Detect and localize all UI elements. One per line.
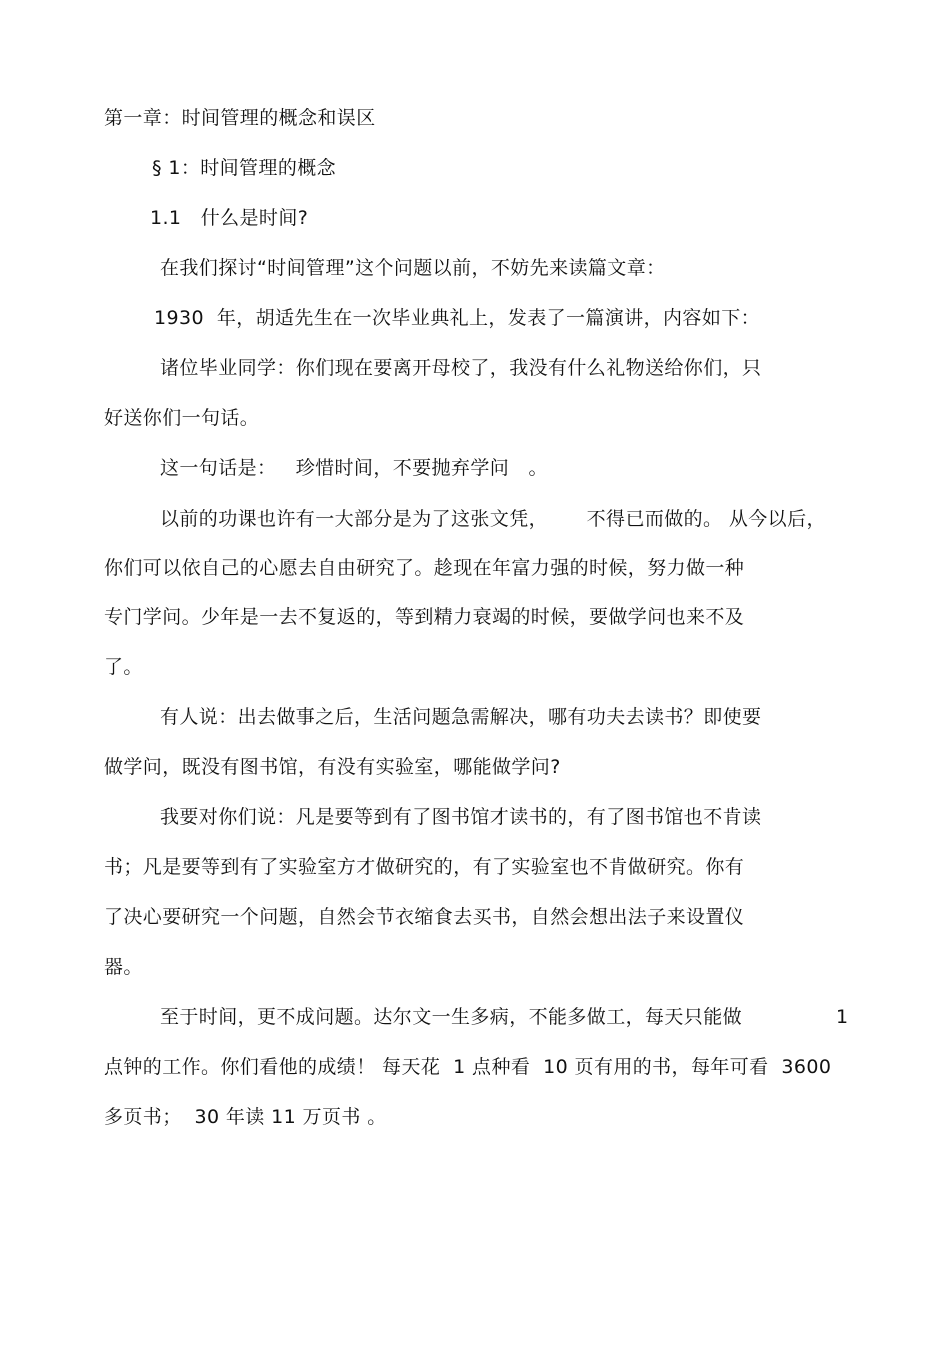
paragraph-1930: 1930 年，胡适先生在一次毕业典礼上，发表了一篇演讲，内容如下： [154, 307, 761, 329]
paragraph-speech-5-line-4: 器。 [104, 956, 143, 978]
paragraph-speech-6-line-2: 点钟的工作。你们看他的成绩！ 每天花 1 点种看 10 页有用的书，每年可看 3600 [104, 1056, 832, 1078]
paragraph-speech-6-line-3: 多页书； 30 年读 11 万页书 。 [104, 1106, 387, 1128]
paragraph-speech-5-line-3: 了决心要研究一个问题，自然会节衣缩食去买书，自然会想出法子来设置仪 [104, 906, 745, 928]
paragraph-speech-4-line-2: 做学问，既没有图书馆，有没有实验室，哪能做学问? [104, 756, 561, 778]
paragraph-speech-3-line-1: 以前的功课也许有一大部分是为了这张文凭， 不得已而做的。 从今以后， [160, 508, 826, 530]
section-title: § 1：时间管理的概念 [152, 157, 337, 179]
paragraph-speech-1-line-1: 诸位毕业同学：你们现在要离开母校了，我没有什么礼物送给你们，只 [160, 357, 762, 379]
paragraph-speech-2: 这一句话是： 珍惜时间，不要抛弃学问 。 [160, 457, 548, 479]
paragraph-speech-3-line-3: 专门学问。少年是一去不复返的，等到精力衰竭的时候，要做学问也来不及 [104, 606, 745, 628]
paragraph-speech-5-line-1: 我要对你们说：凡是要等到有了图书馆才读书的，有了图书馆也不肯读 [160, 806, 762, 828]
paragraph-speech-4-line-1: 有人说：出去做事之后，生活问题急需解决，哪有功夫去读书？即使要 [160, 706, 762, 728]
paragraph-speech-3-line-4: 了。 [104, 656, 143, 678]
paragraph-speech-6-line-1-number: 1 [836, 1006, 849, 1028]
paragraph-speech-5-line-2: 书；凡是要等到有了实验室方才做研究的，有了实验室也不肯做研究。你有 [104, 856, 745, 878]
paragraph-speech-3-line-2: 你们可以依自己的心愿去自由研究了。趁现在年富力强的时候，努力做一种 [104, 557, 745, 579]
subsection-title: 1.1 什么是时间? [150, 207, 309, 229]
chapter-title: 第一章：时间管理的概念和误区 [104, 107, 376, 129]
paragraph-speech-1-line-2: 好送你们一句话。 [104, 407, 260, 429]
paragraph-speech-6-line-1: 至于时间，更不成问题。达尔文一生多病，不能多做工，每天只能做 [160, 1006, 743, 1028]
paragraph-intro: 在我们探讨“时间管理”这个问题以前，不妨先来读篇文章： [160, 257, 666, 279]
